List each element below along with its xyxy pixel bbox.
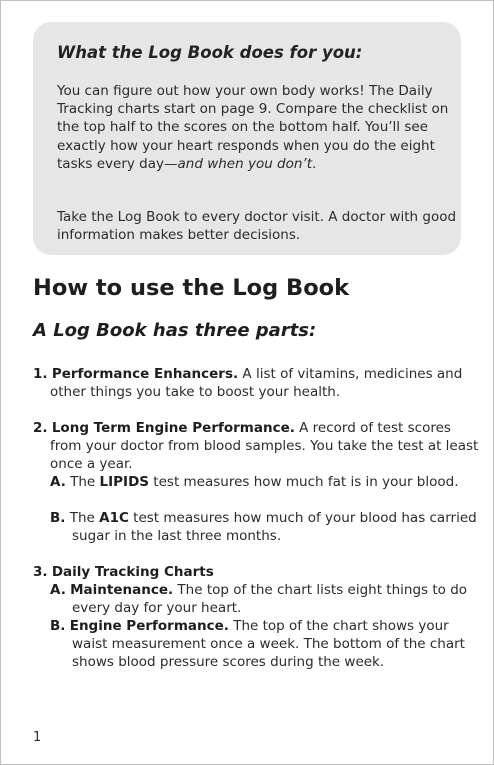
part-3-sub-b-text: The top of the chart shows your waist measurement once a week. The bottom of the chart shows blood pressure scores during the week. <box>72 618 465 671</box>
part-1-term: Performance Enhancers. <box>51 366 239 382</box>
callout-paragraph-1 <box>57 82 457 173</box>
callout-paragraph-1-text: You can figure out how your own body works! The Daily Tracking charts start on page 9. Compare the checklist on the top half to the scores on the bottom half. You’ll see exactly how your heart responds when you do the eight tasks every day— <box>57 83 449 172</box>
part-2-sub-a-letter: A. <box>50 474 66 490</box>
part-1-text: A list of vitamins, medicines and other things you take to boost your health. <box>50 366 463 401</box>
callout-paragraph-1-end: . <box>312 155 317 172</box>
page-number: 1 <box>33 730 42 745</box>
part-3-sub-a <box>50 581 485 617</box>
part-1-number: 1. <box>33 366 48 382</box>
part-3-sub-b <box>50 617 485 672</box>
callout-paragraph-2: Take the Log Book to every doctor visit. A doctor with good information makes better decisions. <box>57 209 457 244</box>
part-2-sub-b-term: A1C <box>99 510 129 526</box>
part-2-sub-b <box>50 509 485 545</box>
part-2-sub-b-pre: The <box>65 510 100 526</box>
page-heading: How to use the Log Book <box>33 275 350 301</box>
part-3 <box>33 563 480 581</box>
part-3-sub-a-text: The top of the chart lists eight things to do every day for your heart. <box>72 582 468 617</box>
part-2-sub-a-pre: The <box>65 474 100 490</box>
part-2-sub-b-letter: B. <box>50 510 66 526</box>
callout-title: What the Log Book does for you: <box>57 43 363 62</box>
part-2-term: Long Term Engine Performance. <box>51 420 295 436</box>
page-subheading: A Log Book has three parts: <box>33 320 317 341</box>
part-3-sub-a-letter: A. <box>50 582 66 598</box>
part-3-number: 3. <box>33 564 48 580</box>
part-2-number: 2. <box>33 420 48 436</box>
part-2-sub-a-text: test measures how much fat is in your blood. <box>149 474 459 490</box>
part-3-sub-b-term: Engine Performance. <box>69 618 229 634</box>
part-3-sub-a-term: Maintenance. <box>70 582 174 598</box>
part-1 <box>33 365 480 401</box>
part-2-sub-a-term: LIPIDS <box>99 474 150 490</box>
part-3-sub-b-letter: B. <box>50 618 66 634</box>
part-3-term: Daily Tracking Charts <box>51 564 214 580</box>
part-2 <box>33 419 480 474</box>
part-2-sub-a <box>50 473 485 491</box>
callout-paragraph-1-emphasis: and when you don’t <box>177 155 313 172</box>
part-2-sub-b-text: test measures how much of your blood has carried sugar in the last three months. <box>72 510 477 545</box>
part-2-text: A record of test scores from your doctor from blood samples. You take the test at least once a year. <box>50 420 479 473</box>
